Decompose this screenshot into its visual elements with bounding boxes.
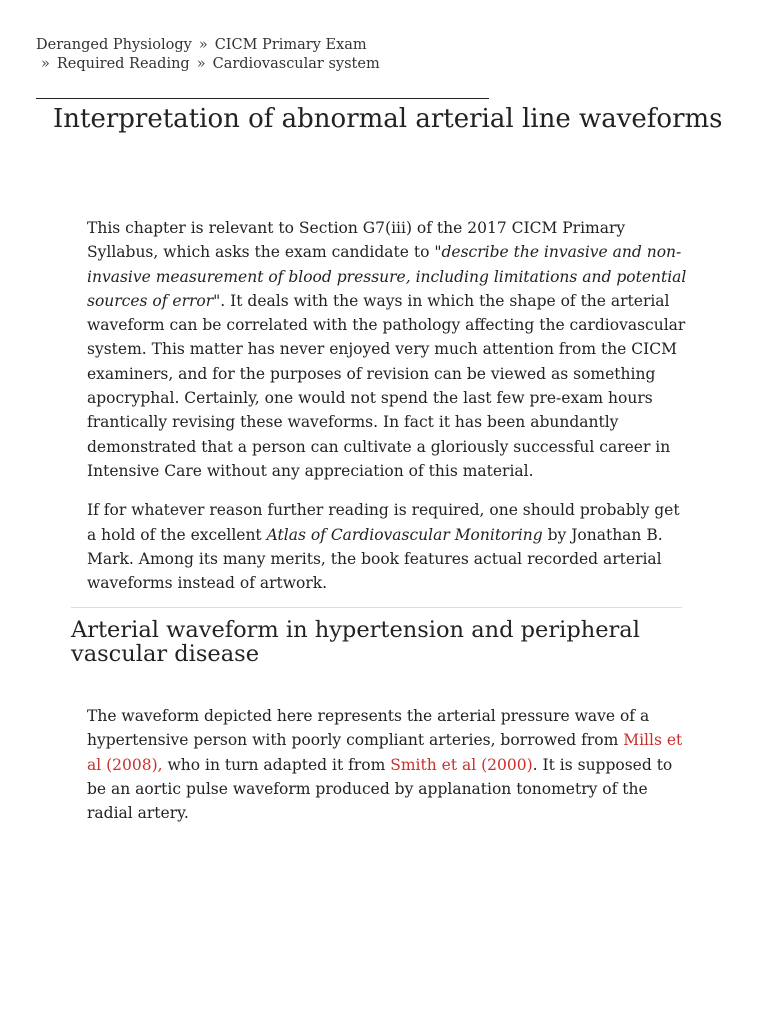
breadcrumb-link-required-reading[interactable]: Required Reading [56,56,190,72]
breadcrumb-link-deranged-physiology[interactable]: Deranged Physiology [36,37,192,53]
reference-link-smith-2000[interactable]: Smith et al (2000) [390,755,533,774]
breadcrumb-separator: » [41,56,50,72]
syllabus-quote: "describe the invasive and non-invasive measurement of blood pressure, including limitations and potential sources of error" [87,243,687,310]
intro-paragraph-1 [87,216,687,483]
intro-p2-rest: by Jonathan B. Mark. Among its many merits, the book features actual recorded arterial waveforms instead of artwork. [87,525,663,593]
breadcrumb-line-1 [36,36,380,55]
title-divider [36,98,489,99]
intro-p1-rest: . It deals with the ways in which the shape of the arterial waveform can be correlated with the pathology affecting the cardiovascular system. This matter has never enjoyed very much attention from the CICM examiners, and for the purposes of revision can be viewed as something apocryphal. Certainly, one would not spend the last few pre-exam hours frantically revising these waveforms. In fact it has been abundantly demonstrated that a person can cultivate a gloriously successful career in Intensive Care without any appreciation of this material. [87,291,686,480]
breadcrumb-link-cardiovascular-system[interactable]: Cardiovascular system [212,56,380,72]
section-divider [71,607,682,608]
hypertension-p1-lead: The waveform depicted here represents the arterial pressure wave of a hypertensive person with poorly compliant arteries, borrowed from [87,707,650,750]
page-title: Interpretation of abnormal arterial line waveforms [53,104,723,134]
intro-section [87,216,687,610]
hypertension-paragraph-1 [87,704,687,825]
breadcrumb-line-2 [36,55,380,74]
reference-link-mills-2008[interactable]: Mills et al (2008), [87,731,683,774]
intro-paragraph-2 [87,498,687,595]
intro-p1-lead: This chapter is relevant to Section G7(iii) of the 2017 CICM Primary Syllabus, which asks the exam candidate to [87,219,626,262]
breadcrumb-separator: » [196,56,206,72]
book-title: Atlas of Cardiovascular Monitoring [266,525,543,544]
hypertension-p1-rest: . It is supposed to be an aortic pulse waveform produced by applanation tonometry of the radial artery. [87,755,673,823]
breadcrumb [36,36,380,74]
breadcrumb-separator: » [198,37,208,53]
intro-p2-lead: If for whatever reason further reading is required, one should probably get a hold of the excellent [87,501,680,544]
breadcrumb-link-cicm-primary-exam[interactable]: CICM Primary Exam [214,37,367,53]
hypertension-p1-mid: who in turn adapted it from [162,755,391,774]
hypertension-section [87,704,687,840]
section-heading-hypertension: Arterial waveform in hypertension and peripheral vascular disease [71,617,640,667]
